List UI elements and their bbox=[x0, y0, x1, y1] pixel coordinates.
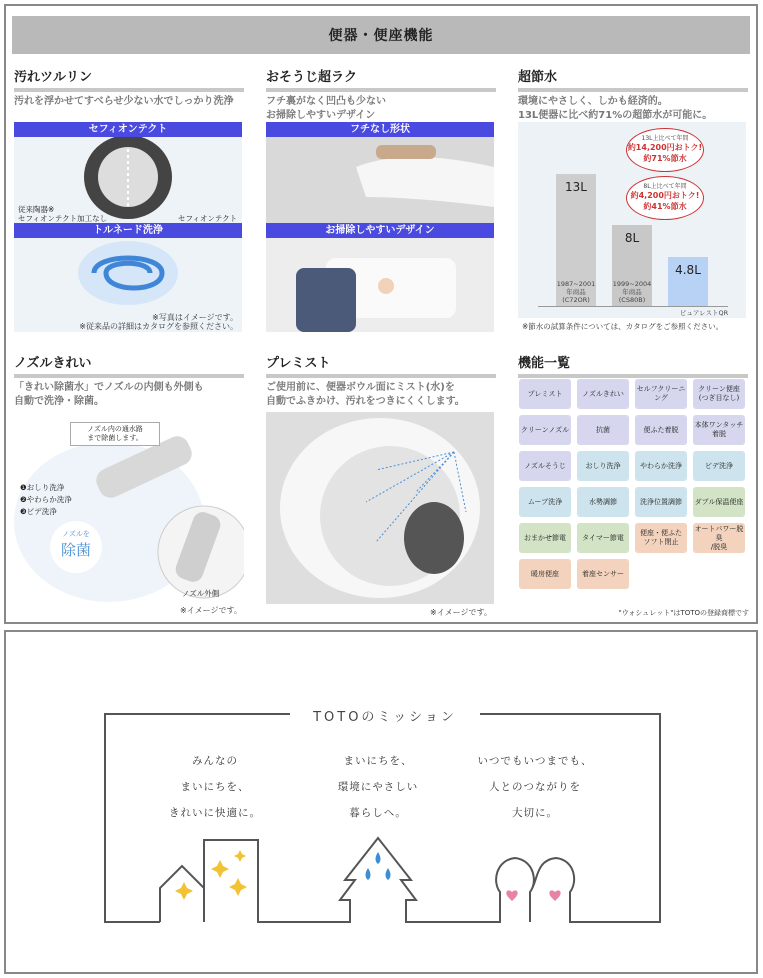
mission-line: 暮らしへ。 bbox=[349, 807, 407, 819]
caption-label: 従来陶器※ bbox=[18, 205, 55, 214]
caption-label: セフィオンテクト bbox=[178, 214, 238, 223]
section-desc: 13L便器に比べ約71%の超節水が可能に。 bbox=[518, 110, 713, 121]
rimless-panel bbox=[266, 122, 494, 332]
feature-cell: 着座センサー bbox=[577, 559, 629, 589]
badge-main: 除菌 bbox=[60, 541, 91, 559]
callout-line: 約4,200円おトク! bbox=[630, 191, 700, 200]
nozzle-item: ❶おしり洗浄 bbox=[20, 483, 65, 492]
mission-line: みんなの bbox=[192, 755, 238, 767]
water-bar bbox=[612, 225, 652, 306]
feature-cell: おしり洗浄 bbox=[577, 451, 629, 481]
feature-cell: 便ふた着脱 bbox=[635, 415, 687, 445]
feature-cell: 本体ワンタッチ 着脱 bbox=[693, 415, 745, 445]
mission-line: きれいに快適に。 bbox=[169, 807, 261, 819]
bar-category-label: 1999~2004 年商品 (CS80B) bbox=[612, 280, 652, 304]
label-bar: お掃除しやすいデザイン bbox=[266, 223, 494, 238]
section-desc: 自動でふきかけ、汚れをつきにくくします。 bbox=[266, 396, 465, 407]
feature-cell: クリーン便座 (つぎ目なし) bbox=[693, 379, 745, 409]
section-desc: ご使用前に、便器ボウル面にミスト(水)を bbox=[266, 382, 455, 393]
nozzle-item: ❷やわらか洗浄 bbox=[20, 495, 72, 504]
note-text: ※従来品の詳細はカタログを参照ください。 bbox=[79, 322, 238, 331]
nozzle-item: ❸ビデ洗浄 bbox=[20, 507, 57, 516]
label-bar: フチなし形状 bbox=[266, 122, 494, 137]
section-water-saving bbox=[518, 66, 748, 123]
callout-line: 約41%節水 bbox=[643, 202, 687, 211]
section-desc: お掃除しやすいデザイン bbox=[266, 110, 376, 121]
cleaning-person-image bbox=[266, 238, 494, 332]
bar-category-label: ピュアレストQR bbox=[679, 309, 729, 317]
section-title: 超節水 bbox=[518, 66, 748, 92]
footnote-text: "ウォシュレット"はTOTOの登録商標です bbox=[618, 609, 749, 617]
badge-top: ノズルを bbox=[62, 530, 90, 538]
callout-box bbox=[70, 422, 160, 446]
mist-bowl-image bbox=[266, 412, 494, 604]
feature-cell: タイマー節電 bbox=[577, 523, 629, 553]
note-text: ※写真はイメージです。 bbox=[152, 313, 238, 322]
section-feature-list bbox=[518, 352, 748, 378]
premist-panel bbox=[266, 412, 494, 604]
section-title: プレミスト bbox=[266, 352, 496, 378]
page-title: 便器・便座機能 bbox=[12, 16, 750, 54]
feature-cell: やわらか洗浄 bbox=[635, 451, 687, 481]
water-chart-panel bbox=[518, 122, 746, 318]
note-text: ※イメージです。 bbox=[430, 608, 492, 617]
callout-line: 13L上比べて年間 bbox=[641, 135, 689, 142]
caption-label: ノズル外側 bbox=[182, 589, 220, 598]
water-bar bbox=[556, 174, 596, 306]
note-text: ※節水の試算条件については、カタログをご参照ください。 bbox=[522, 322, 724, 331]
chart-baseline bbox=[538, 306, 728, 307]
callout-line: まで除菌します。 bbox=[87, 434, 143, 442]
callout-line: 約14,200円おトク! bbox=[627, 143, 703, 152]
mission-statement-3 bbox=[455, 748, 615, 826]
mission-title: TOTOのミッション bbox=[313, 710, 457, 725]
note-text: ※イメージです。 bbox=[180, 606, 242, 615]
feature-cell: 抗菌 bbox=[577, 415, 629, 445]
feature-cell: ムーブ洗浄 bbox=[519, 487, 571, 517]
callout-line: 約71%節水 bbox=[643, 154, 687, 163]
feature-cell: おまかせ節電 bbox=[519, 523, 571, 553]
feature-cell: 便座・便ふた ソフト閉止 bbox=[635, 523, 687, 553]
mission-line: まいにちを、 bbox=[343, 755, 413, 767]
feature-cell: 水勢調節 bbox=[577, 487, 629, 517]
mission-line: 人とのつながりを bbox=[489, 781, 581, 793]
section-title: おそうじ超ラク bbox=[266, 66, 496, 92]
section-desc: 「きれい除菌水」でノズルの内側も外側も bbox=[14, 382, 204, 393]
section-clean-nozzle bbox=[14, 352, 244, 409]
bar-value-label: 13L bbox=[565, 180, 587, 194]
section-dirt-resistant bbox=[14, 66, 244, 109]
mission-line: 環境にやさしい bbox=[337, 781, 419, 793]
callout-line: ノズル内の通水路 bbox=[87, 425, 143, 433]
feature-cell: 暖房便座 bbox=[519, 559, 571, 589]
caption-label: セフィオンテクト加工なし bbox=[18, 214, 108, 223]
section-title: 汚れツルリン bbox=[14, 66, 244, 92]
section-title: 機能一覧 bbox=[518, 352, 748, 378]
tornado-panel bbox=[14, 122, 242, 332]
section-desc: 汚れを浮かせてすべらせ少ない水でしっかり洗浄 bbox=[14, 96, 234, 107]
feature-cell: クリーンノズル bbox=[519, 415, 571, 445]
mission-line: まいにちを、 bbox=[180, 781, 250, 793]
mission-line: 大切に。 bbox=[512, 807, 558, 819]
tornado-swirl-image bbox=[14, 238, 242, 308]
section-desc: フチ裏がなく凹凸も少ない bbox=[266, 96, 386, 107]
feature-cell: オートパワー脱臭 /脱臭 bbox=[693, 523, 745, 553]
section-easy-clean bbox=[266, 66, 496, 123]
bar-category-label: 1987~2001 年商品 (C72OR) bbox=[556, 280, 596, 304]
feature-cell: ノズルそうじ bbox=[519, 451, 571, 481]
section-premist bbox=[266, 352, 496, 409]
bar-value-label: 4.8L bbox=[675, 263, 701, 277]
savings-callout bbox=[626, 176, 704, 220]
feature-grid bbox=[519, 379, 747, 589]
mission-statement-1 bbox=[135, 748, 295, 826]
section-title: ノズルきれい bbox=[14, 352, 244, 378]
bar-value-label: 8L bbox=[624, 231, 640, 245]
feature-cell: 洗浄位置調節 bbox=[635, 487, 687, 517]
water-bar bbox=[668, 257, 729, 317]
nozzle-panel bbox=[14, 412, 244, 602]
mission-statement-2 bbox=[298, 748, 458, 826]
sterilize-badge bbox=[50, 529, 102, 560]
rimless-bowl-image bbox=[266, 137, 494, 225]
savings-callout bbox=[626, 128, 704, 172]
mission-line: いつでもいつまでも、 bbox=[477, 755, 593, 767]
label-bar: セフィオンテクト bbox=[14, 122, 242, 137]
callout-line: 8L上比べて年間 bbox=[643, 183, 687, 190]
section-desc: 環境にやさしく、しかも経済的。 bbox=[518, 96, 668, 107]
section-desc: 自動で洗浄・除菌。 bbox=[14, 396, 104, 407]
feature-cell: ダブル保温便座 bbox=[693, 487, 745, 517]
feature-cell: セルフクリーニング bbox=[635, 379, 687, 409]
feature-cell: プレミスト bbox=[519, 379, 571, 409]
label-bar: トルネード洗浄 bbox=[14, 223, 242, 238]
feature-cell: ノズルきれい bbox=[577, 379, 629, 409]
feature-cell: ビデ洗浄 bbox=[693, 451, 745, 481]
